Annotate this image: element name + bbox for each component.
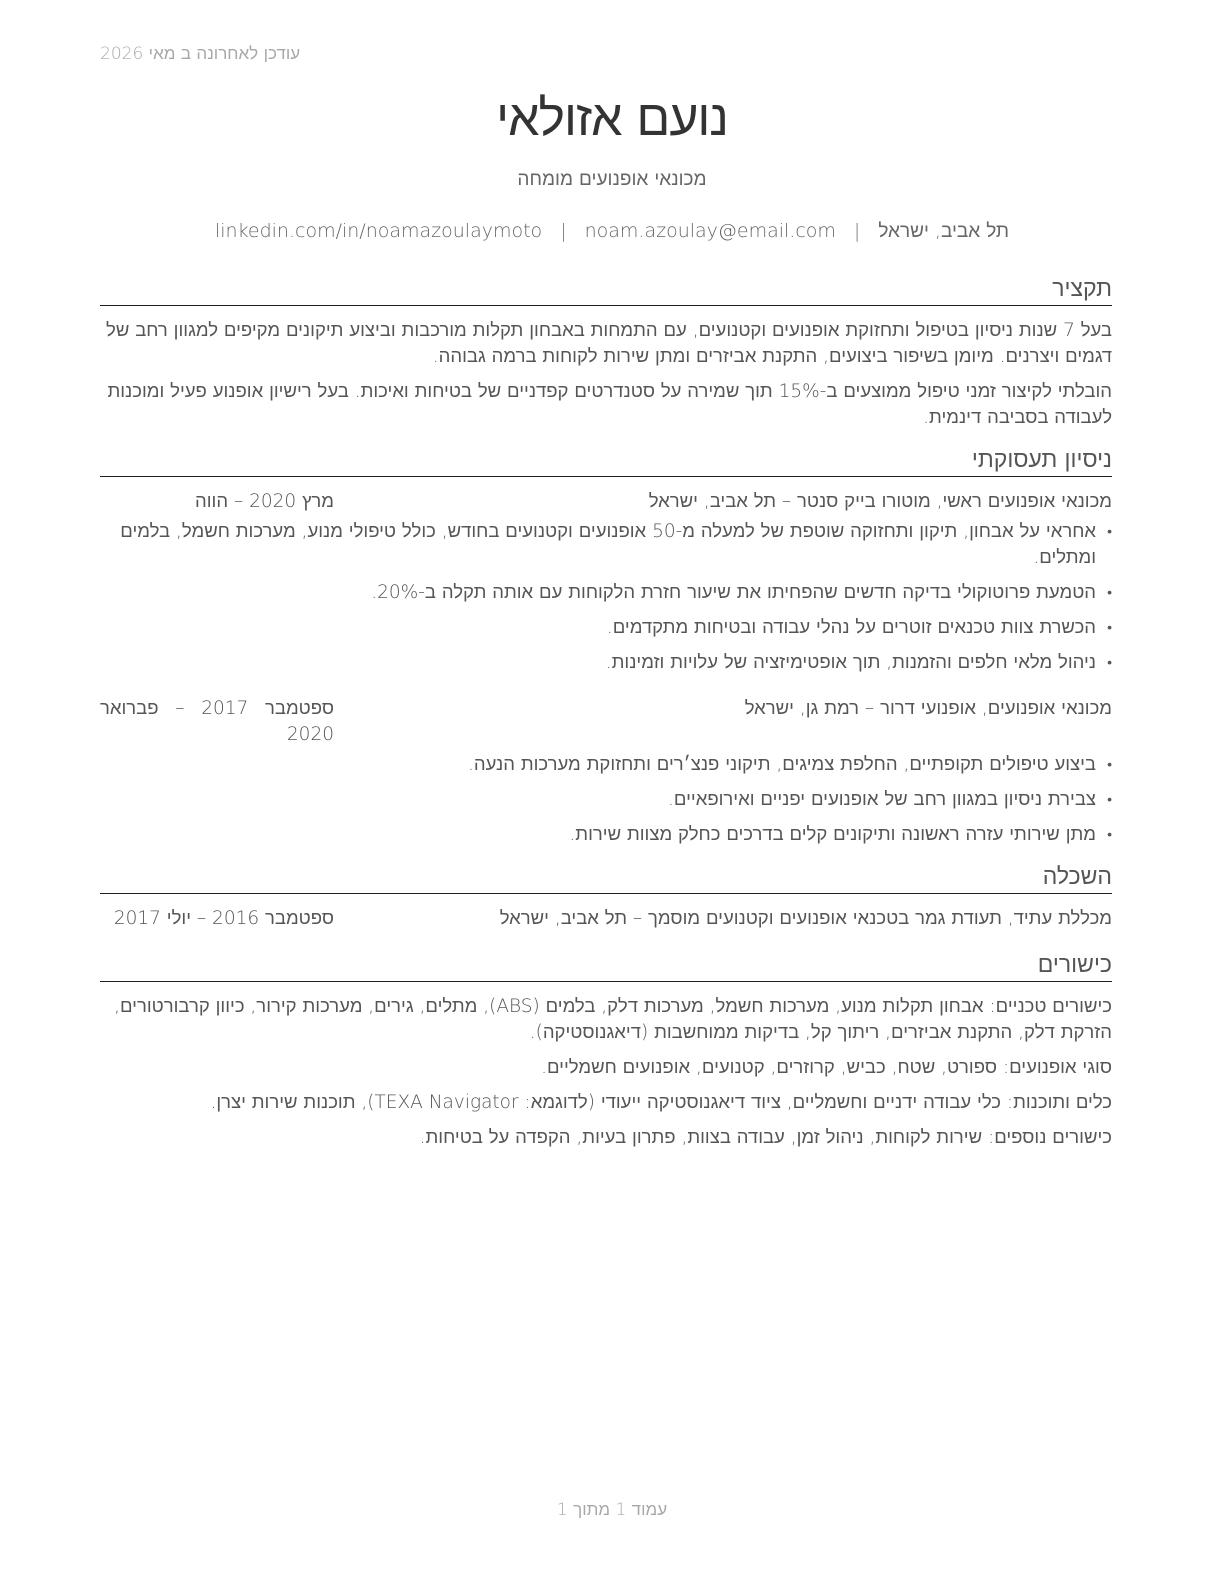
summary-paragraph: הובלתי לקיצור זמני טיפול ממוצעים ב-15% תוך שמירה על סטנדרטים קפדניים של בטיחות ואיכות. בעל רישיון אופנוע פעיל ומוכנות לעבודה בסביבה דינמית.	[107, 381, 1112, 428]
job-entry	[100, 696, 1112, 848]
job-dates: מרץ 2020 – הווה	[195, 491, 334, 512]
job-header	[100, 489, 1112, 515]
contact-separator: |	[853, 220, 861, 242]
candidate-title: מכונאי אופנועים מומחה	[517, 168, 707, 190]
contact-line	[0, 218, 1224, 244]
skills-line: סוגי אופנועים: ספורט, שטח, כביש, קרוזרים, קטנועים, אופנועים חשמליים.	[541, 1057, 1112, 1078]
job-entry	[100, 489, 1112, 676]
section-heading-education: השכלה	[100, 862, 1112, 894]
job-bullets	[100, 519, 1112, 676]
resume-body	[100, 274, 1112, 1160]
skills-section	[100, 950, 1112, 1151]
summary-section	[100, 274, 1112, 431]
list-item: • אחראי על אבחון, תיקון ותחזוקה שוטפת של למעלה מ-50 אופנועים וקטנועים בחודש, כולל טיפולי מנוע, מערכות חשמל, בלמים ומתלים.	[100, 519, 1112, 571]
resume-header	[0, 88, 1224, 244]
job-role: מכונאי אופנועים, אופנועי דרור – רמת גן, ישראל	[744, 698, 1112, 719]
section-heading-summary: תקציר	[100, 274, 1112, 306]
contact-separator: |	[560, 220, 567, 242]
contact-location: תל אביב, ישראל	[878, 220, 1010, 242]
summary-paragraph: בעל 7 שנות ניסיון בטיפול ותחזוקת אופנועים וקטנועים, עם התמחות באבחון תקלות מורכבות וביצוע תיקונים מקיפים למגוון רחב של דגמים ויצרנים. מיומן בשיפור ביצועים, התקנת אביזרים ומתן שירות לקוחות ברמה גבוהה.	[106, 320, 1112, 367]
job-dates: ספטמבר 2017 – פברואר 2020	[100, 698, 334, 745]
education-dates: ספטמבר 2016 – יולי 2017	[113, 908, 334, 929]
skills-line: כישורים טכניים: אבחון תקלות מנוע, מערכות חשמל, מערכות דלק, בלמים (ABS), מתלים, גירים, מערכות קירור, כיוון קרבורטורים, הזרקת דלק, התקנת אביזרים, ריתוך קל, בדיקות ממוחשבות (דיאגנוסטיקה).	[114, 996, 1112, 1043]
job-role: מכונאי אופנועים ראשי, מוטורו בייק סנטר – תל אביב, ישראל	[648, 491, 1112, 512]
job-bullets	[100, 752, 1112, 848]
section-heading-skills: כישורים	[100, 950, 1112, 982]
job-header	[100, 696, 1112, 748]
contact-linkedin[interactable]: linkedin.com/in/noamazoulaymoto	[214, 220, 543, 242]
experience-section	[100, 445, 1112, 848]
list-item: • מתן שירותי עזרה ראשונה ותיקונים קלים בדרכים כחלק מצוות שירות.	[100, 822, 1112, 848]
section-heading-experience: ניסיון תעסוקתי	[100, 445, 1112, 477]
education-text: מכללת עתיד, תעודת גמר בטכנאי אופנועים וקטנועים מוסמך – תל אביב, ישראל	[499, 908, 1112, 929]
list-item: • ניהול מלאי חלפים והזמנות, תוך אופטימיזציה של עלויות וזמינות.	[100, 650, 1112, 676]
contact-email[interactable]: noam.azoulay@email.com	[584, 220, 836, 242]
education-entry	[100, 906, 1112, 932]
page-number: עמוד 1 מתוך 1	[556, 1500, 668, 1520]
list-item: • הטמעת פרוטוקולי בדיקה חדשים שהפחיתו את שיעור חזרת הלקוחות עם אותה תקלה ב-20%.	[100, 580, 1112, 606]
education-section	[100, 862, 1112, 932]
list-item: • צבירת ניסיון במגוון רחב של אופנועים יפניים ואירופאיים.	[100, 787, 1112, 813]
last-updated-note: עודכן לאחרונה ב מאי 2026	[100, 44, 301, 64]
list-item: • ביצוע טיפולים תקופתיים, החלפת צמיגים, תיקוני פנצ׳רים ותחזוקת מערכות הנעה.	[100, 752, 1112, 778]
list-item: • הכשרת צוות טכנאים זוטרים על נהלי עבודה ובטיחות מתקדמים.	[100, 615, 1112, 641]
skills-line: כישורים נוספים: שירות לקוחות, ניהול זמן, עבודה בצוות, פתרון בעיות, הקפדה על בטיחות.	[419, 1127, 1112, 1148]
candidate-name: נועם אזולאי	[496, 89, 728, 147]
skills-line: כלים ותוכנות: כלי עבודה ידניים וחשמליים, ציוד דיאגנוסטיקה ייעודי (לדוגמא: TEXA Navigator), תוכנות שירות יצרן.	[210, 1092, 1112, 1113]
